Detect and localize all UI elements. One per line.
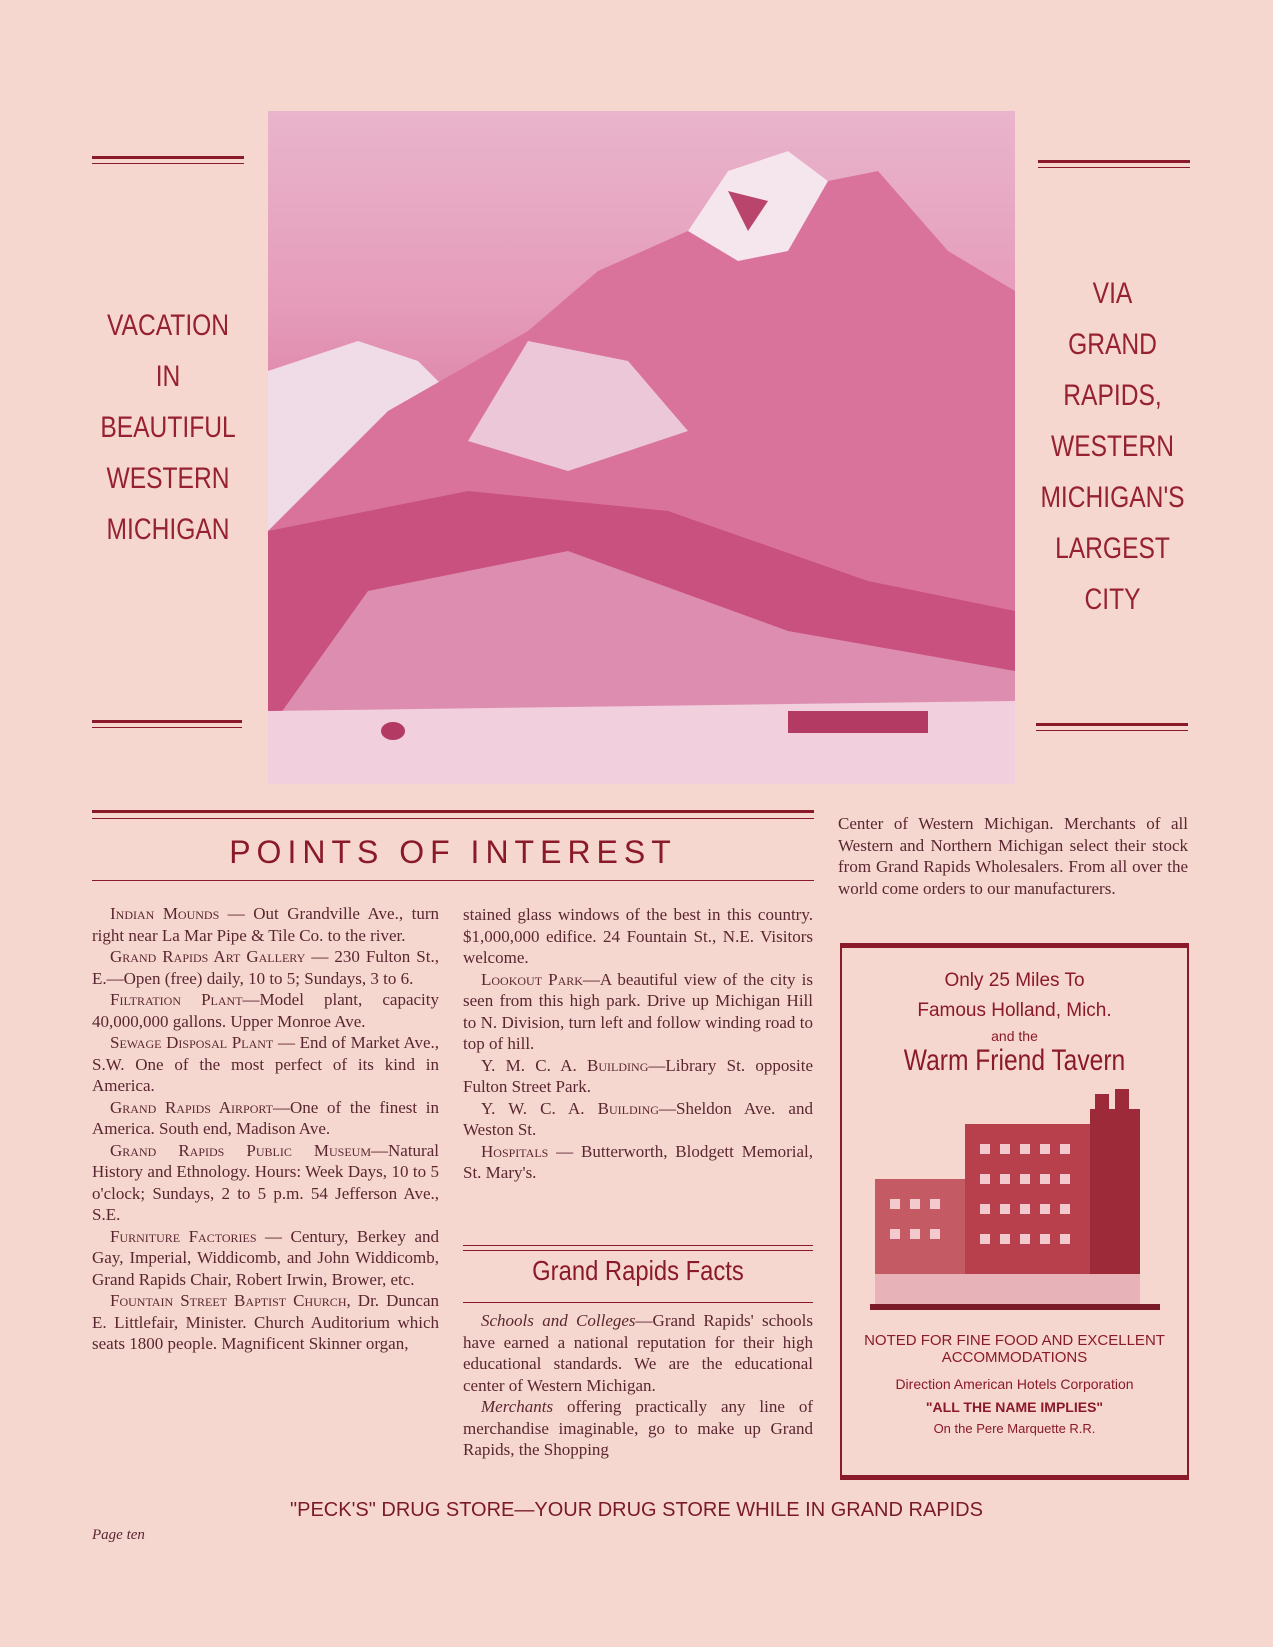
banner-word: WESTERN	[106, 462, 230, 495]
entry-paragraph	[463, 1396, 813, 1461]
facts-column	[463, 1310, 813, 1461]
banner-word: BEAUTIFUL	[100, 411, 236, 444]
entry-heading: Grand Rapids Airport	[110, 1097, 273, 1117]
divider-rule	[92, 156, 244, 159]
landscape-photo	[268, 111, 1015, 784]
entry-heading: Lookout Park	[481, 969, 583, 989]
divider-rule	[1038, 160, 1190, 163]
entry-heading: Y. M. C. A. Building	[481, 1055, 649, 1075]
continued-paragraph: Center of Western Michigan. Merchants of all Western and Northern Michigan select their stock from Grand Rapids Wholesalers. From all over the world come orders to our manufacturers.	[838, 814, 1188, 898]
banner-word: VIA	[1092, 277, 1133, 310]
entry-paragraph	[92, 903, 439, 946]
entry-text: —A beautiful view of the city is seen from this high park. Drive up Michigan Hill to N. Division, turn left and follow winding road to top of hill.	[463, 969, 813, 1053]
entry-heading: Fountain Street Baptist Church	[110, 1291, 347, 1310]
entry-heading: Sewage Disposal Plant	[110, 1033, 274, 1052]
banner-word: MICHIGAN	[106, 513, 230, 546]
facts-rule	[463, 1302, 813, 1303]
ad-railroad: On the Pere Marquette R.R.	[933, 1421, 1096, 1436]
facts-rule	[463, 1250, 813, 1251]
section-rule	[92, 880, 814, 881]
entry-text: —Grand Rapids' schools have earned a national reputation for their high educational standards. We are the educational center of Western Michigan.	[463, 1311, 813, 1395]
right-banner	[1028, 268, 1196, 625]
entry-heading: Merchants	[481, 1397, 554, 1416]
facts-title: Grand Rapids Facts	[532, 1255, 744, 1286]
entry-paragraph	[463, 969, 813, 1055]
entry-paragraph	[92, 946, 439, 989]
hotel-advertisement	[840, 943, 1189, 1480]
footer-slogan: "PECK'S" DRUG STORE—YOUR DRUG STORE WHILE IN GRAND RAPIDS	[290, 1499, 983, 1521]
divider-rule	[1038, 167, 1190, 168]
entry-text: — Century, Berkey and Gay, Imperial, Widdicomb, and John Widdicomb, Grand Rapids Chair, Robert Irwin, Brower, etc.	[92, 1226, 439, 1289]
ad-noted: NOTED FOR FINE FOOD AND EXCELLENT ACCOMMODATIONS	[864, 1332, 1165, 1366]
entry-paragraph	[92, 1032, 439, 1097]
entry-heading: Schools and Colleges	[481, 1311, 636, 1330]
continued-paragraph: stained glass windows of the best in this country. $1,000,000 edifice. 24 Fountain St., N.E. Visitors welcome.	[463, 905, 813, 967]
entry-text: — 230 Fulton St., E.—Open (free) daily, 10 to 5; Sundays, 3 to 6.	[92, 947, 439, 988]
entry-paragraph	[463, 1055, 813, 1098]
entry-text: —Natural History and Ethnology. Hours: Week Days, 10 to 5 o'clock; Sundays, 2 to 5 p.m. 54 Jefferson Ave., S.E.	[92, 1140, 439, 1224]
banner-word: RAPIDS,	[1063, 379, 1162, 412]
hotel-building-illustration	[870, 1084, 1160, 1314]
entry-paragraph	[92, 989, 439, 1032]
banner-word: MICHIGAN'S	[1040, 481, 1185, 514]
entry-text: — End of Market Ave., S.W. One of the most perfect of its kind in America.	[92, 1033, 439, 1095]
entry-paragraph	[92, 1097, 439, 1140]
points-of-interest-title: POINTS OF INTEREST	[229, 834, 677, 870]
ad-line-2: Famous Holland, Mich.	[917, 1000, 1112, 1021]
banner-word: GRAND	[1068, 328, 1157, 361]
section-rule	[92, 818, 814, 819]
points-column-1	[92, 903, 439, 1355]
entry-text: — Butterworth, Blodgett Memorial, St. Mary's.	[463, 1141, 813, 1182]
entry-text: — Out Grandville Ave., turn right near La Mar Pipe & Tile Co. to the river.	[92, 904, 439, 945]
entry-text: offering practically any line of merchandise imaginable, go to make up Grand Rapids, the Shopping	[463, 1397, 813, 1459]
entry-paragraph	[463, 1310, 813, 1396]
banner-word: IN	[155, 360, 181, 393]
entry-paragraph	[463, 1098, 813, 1141]
banner-word: VACATION	[106, 309, 230, 342]
entry-heading: Grand Rapids Art Gallery	[110, 947, 306, 966]
banner-word: CITY	[1084, 583, 1141, 616]
ad-hotel-name: Warm Friend Tavern	[903, 1044, 1126, 1077]
ad-direction: Direction American Hotels Corporation	[895, 1376, 1134, 1392]
entry-text: , Dr. Duncan E. Littlefair, Minister. Church Auditorium which seats 1800 people. Magnificent Skinner organ,	[92, 1291, 439, 1353]
points-column-3	[838, 813, 1188, 899]
ad-line-1: Only 25 Miles To	[944, 970, 1085, 991]
section-rule	[92, 810, 814, 813]
entry-heading: Grand Rapids Public Museum	[110, 1140, 372, 1160]
ad-line-3: and the	[991, 1028, 1038, 1044]
divider-rule	[92, 163, 244, 164]
left-banner	[88, 300, 249, 555]
page-number: Page ten	[92, 1527, 145, 1543]
entry-paragraph	[92, 1226, 439, 1291]
entry-text: —One of the finest in America. South end, Madison Ave.	[92, 1097, 439, 1138]
ad-slogan: "ALL THE NAME IMPLIES"	[925, 1399, 1104, 1415]
entry-heading: Furniture Factories	[110, 1226, 257, 1246]
divider-rule	[1036, 730, 1188, 731]
banner-word: LARGEST	[1055, 532, 1170, 565]
entry-paragraph	[92, 1140, 439, 1226]
divider-rule	[92, 720, 242, 723]
divider-rule	[1036, 723, 1188, 726]
banner-word: WESTERN	[1051, 430, 1174, 463]
entry-heading: Indian Mounds	[110, 904, 220, 923]
points-column-2	[463, 904, 813, 1184]
divider-rule	[92, 727, 242, 728]
entry-text: —Model plant, capacity 40,000,000 gallons. Upper Monroe Ave.	[92, 990, 439, 1031]
entry-heading: Hospitals	[481, 1141, 549, 1161]
entry-paragraph	[463, 1141, 813, 1184]
facts-rule	[463, 1245, 813, 1246]
mountain-illustration	[268, 111, 1015, 784]
entry-heading: Filtration Plant	[110, 990, 243, 1009]
entry-paragraph	[92, 1290, 439, 1355]
entry-text: —Sheldon Ave. and Weston St.	[463, 1098, 813, 1139]
entry-text: —Library St. opposite Fulton Street Park.	[463, 1055, 813, 1096]
entry-heading: Y. W. C. A. Building	[481, 1098, 659, 1118]
